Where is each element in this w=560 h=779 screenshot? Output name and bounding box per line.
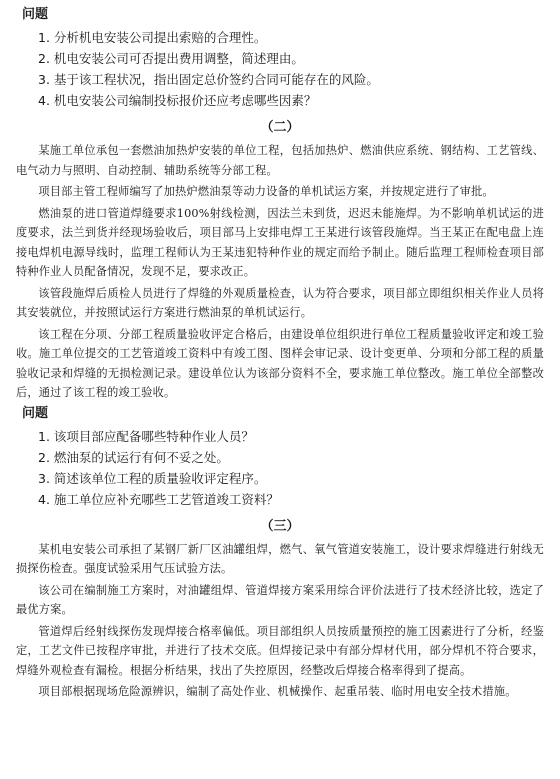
question-item: 2. 机电安装公司可否提出费用调整，简述理由。 <box>38 51 304 66</box>
case-paragraph: 管道焊后经射线探伤发现焊接合格率偏低。项目部组织人员按质量预控的施工因素进行了分析，经鉴定，工艺文件已按程序审批，并进行了技术交底。但焊接记录中有部分焊材代用，部分焊机不符合要求，焊缝外观检查有漏检。根据分析结果，找出了失控原因，经整改后焊接合格率得到了提高。 <box>16 624 544 677</box>
case-paragraph: 该公司在编制施工方案时，对油罐组焊、管道焊接方案采用综合评价法进行了技术经济比较，选定了最优方案。 <box>16 583 544 616</box>
case-paragraph: 该管段施焊后质检人员进行了焊缝的外观质量检查，认为符合要求，项目部立即组织相关作业人员将其安装就位，并按照试运行方案进行燃油泵的单机试运行。 <box>16 286 544 319</box>
case-paragraph: 该工程在分项、分部工程质量验收评定合格后，由建设单位组织进行单位工程质量验收评定和竣工验收。施工单位提交的工艺管道竣工资料中有竣工图、图样会审记录、设计变更单、分项和分部工程的质量验收记录和焊缝的无损检测记录。建设单位认为该部分资料不全，要求施工单位整改。施工单位全部整改后，通过了该工程的竣工验收。 <box>16 327 544 399</box>
question-item: 1. 该项目部应配备哪些特种作业人员？ <box>38 428 254 444</box>
section-title-2: （二） <box>260 120 300 135</box>
question-item: 1. 分析机电安装公司提出索赔的合理性。 <box>38 30 267 45</box>
question-item: 4. 施工单位应补充哪些工艺管道竣工资料？ <box>38 491 279 507</box>
questions-heading: 问题 <box>22 405 49 421</box>
questions-heading: 问题 <box>22 7 49 22</box>
question-item: 3. 基于该工程状况，指出固定总价签约合同可能存在的风险。 <box>38 72 379 87</box>
case-paragraph: 某机电安装公司承担了某钢厂新厂区油罐组焊，燃气、氧气管道安装施工，设计要求焊缝进行射线无损探伤检查。强度试验采用气压试验方法。 <box>16 542 544 575</box>
section-title-3: （三） <box>260 518 300 534</box>
case-paragraph: 燃油泵的进口管道焊缝要求100%射线检测，因法兰未到货，迟迟未能施焊。为不影响单机试运的进度要求，法兰到货并经现场验收后，项目部马上安排电焊工王某进行该管段施焊。当王某正在配电盘上连接电焊机电源导线时，监理工程师认为王某违犯特种作业的规定而给予制止。随后监理工程师检查项目部特种作业人员配备情况，发现不足，要求改正。 <box>16 206 544 278</box>
question-item: 3. 简述该单位工程的质量验收评定程序。 <box>38 470 267 486</box>
case-paragraph: 项目部根据现场危险源辨识，编制了高处作业、机械操作、起重吊装、临时用电安全技术措施。 <box>38 685 517 698</box>
case-paragraph: 项目部主管工程师编写了加热炉燃油泵等动力设备的单机试运方案，并按规定进行了审批。 <box>38 185 494 198</box>
case-paragraph: 某施工单位承包一套燃油加热炉安装的单位工程，包括加热炉、燃油供应系统、钢结构、工艺管线、电气动力与照明、自动控制、辅助系统等分部工程。 <box>16 144 544 177</box>
question-item: 4. 机电安装公司编制投标报价还应考虑哪些因素？ <box>38 93 317 108</box>
question-item: 2. 燃油泵的试运行有何不妥之处。 <box>38 449 229 465</box>
